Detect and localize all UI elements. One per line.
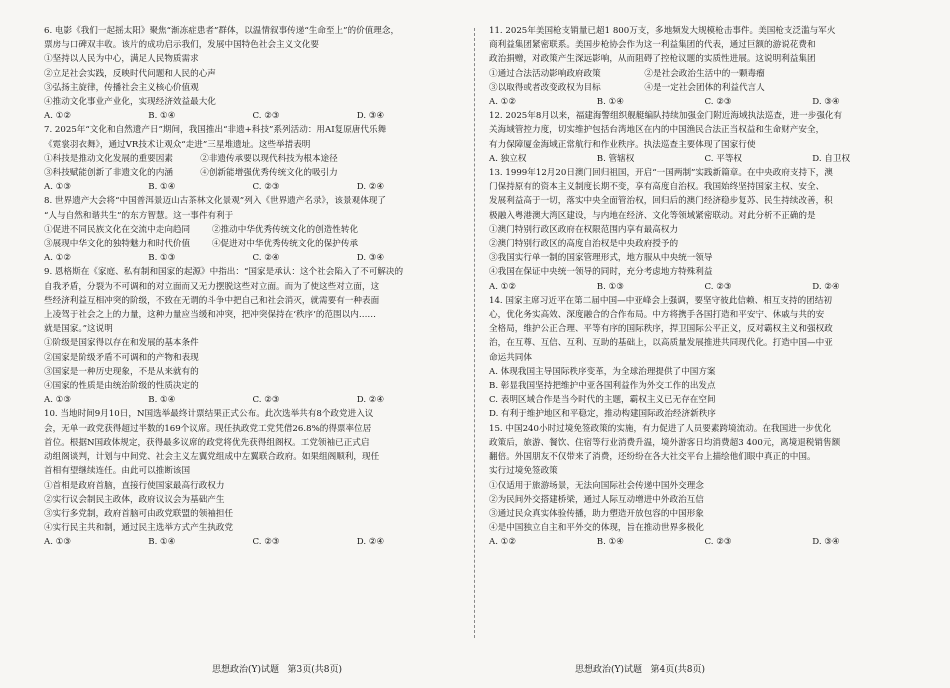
- q9-line: ④国家的性质是由统治阶级的性质决定的: [44, 381, 199, 392]
- q12-line: 有力保障厦金海域正常航行和作业秩序。执法巡查主要体现了国家行使: [489, 139, 756, 150]
- option-a: A. ①②: [489, 97, 517, 108]
- q8-line: ③展现中华文化的独特魅力和时代价值 ④促进对中华优秀传统文化的保护传承: [44, 239, 359, 250]
- q11-line: 商利益集团紧密联系。美国步枪协会作为这一利益集团的代表，通过巨额的游说花费和: [489, 40, 816, 51]
- option-d: D. ③④: [812, 97, 840, 108]
- q12-line: 关海域管控力度，切实维护包括台湾地区在内的中国渔民合法正当权益和生命财产安全，: [489, 125, 825, 136]
- q7-line: ③科技赋能创新了非遗文化的内涵 ④创新能增强优秀传统文化的吸引力: [44, 168, 338, 179]
- q10-line: 动组阁谈判，计划与中间党、社会主义左翼党组成中左翼联合政府。如果组阁顺利，现任: [44, 452, 380, 463]
- q10-line: ③实行多党制，政府首脑可由政党联盟的领袖担任: [44, 508, 234, 519]
- q6-line: ①坚持以人民为中心，满足人民物质需求: [44, 54, 199, 65]
- q6-options: [44, 109, 461, 123]
- option-c: C. ②③: [704, 97, 732, 108]
- q15-line: ④是中国独立自主和平外交的体现，旨在推动世界多极化: [489, 523, 704, 534]
- q10-line: 首位。根据N国政体规定，获得最多议席的政党将优先获得组阁权。工党领袖已正式启: [44, 437, 370, 448]
- option-c: C. ②③: [704, 537, 732, 548]
- q10-line: 首相有望继续连任。由此可以推断该国: [44, 466, 191, 477]
- q12-line: 12. 2025年8月以来，福建海警组织舰艇编队持续加强金门附近海域执法巡查，进一步强化有: [489, 111, 843, 122]
- option-a: A. ①③: [44, 182, 72, 193]
- option-b: B. ①④: [148, 111, 176, 122]
- q6-line: 6. 电影《我们一起摇太阳》聚焦“渐冻症患者”群体，以温情叙事传递“生命至上”的价值理念，: [44, 26, 400, 36]
- q11-line: 11. 2025年美国枪支销量已超1 800万支，多地频发大规模枪击事件。美国枪支泛滥与军火: [489, 26, 836, 36]
- q14-line: 治，在互尊、互信、互利、互助的基础上，以高质量发展推进共同现代化。打造中国—中亚: [489, 338, 833, 349]
- q10-line: 会，无单一政党获得超过半数的169个议席。现任执政党工党凭借26.8%的得票率位居: [44, 423, 372, 434]
- question-6: [44, 24, 461, 123]
- option-a: A. ①③: [44, 395, 72, 406]
- option-b: B. ①③: [148, 253, 176, 264]
- q6-line: ③弘扬主旋律，传播社会主义核心价值观: [44, 82, 199, 93]
- q7-line: 《霓裳羽衣舞》，通过VR技术让观众“走进”三星堆遗址。这些举措表明: [44, 139, 311, 150]
- option-a: A. ①③: [44, 537, 72, 548]
- q9-line: 上凌驾于社会之上的力量，这种力量应当缓和冲突，把冲突保持在‘秩序’的范围以内……: [44, 310, 377, 321]
- q13-line: 极融入粤港澳大湾区建设，与内地在经济、文化等领域紧密联动。对此分析不正确的是: [489, 210, 816, 221]
- question-13: [489, 166, 920, 294]
- q6-line: ④推动文化事业产业化，实现经济效益最大化: [44, 97, 216, 108]
- q10-line: ②实行议会制民主政体，政府议议会为基础产生: [44, 494, 225, 505]
- option-c: C. ②③: [252, 395, 280, 406]
- option-d: D. 有利于维护地区和平稳定，推动构建国际政治经济新秩序: [489, 409, 716, 420]
- q15-line: 翻倍。外国朋友不仅带来了消费，还纷纷在各大社交平台上描绘他们眼中真正的中国。: [489, 452, 816, 463]
- option-c: C. ②③: [252, 182, 280, 193]
- question-10: [44, 407, 461, 549]
- option-c: C. ②③: [704, 281, 732, 292]
- q15-line: 政策后，旅游、餐饮、住宿等行业消费升温，境外游客日均消费超3 400元，离境退税销售额: [489, 437, 841, 448]
- option-c: C. 表明区域合作是当今时代的主题，霸权主义已无存在空间: [489, 395, 716, 406]
- option-a: A. ①②: [489, 537, 517, 548]
- option-d: D. ②④: [356, 182, 385, 193]
- q13-options: [489, 280, 920, 294]
- option-b: B. 彰显我国坚持把维护中亚各国利益作为外交工作的出发点: [489, 381, 716, 392]
- q7-options: [44, 180, 461, 194]
- option-b: B. 管辖权: [596, 153, 635, 164]
- option-c: C. ②③: [252, 111, 280, 122]
- q9-line: 就是国家。”这说明: [44, 324, 113, 335]
- q6-line: 票房与口碑双丰收。该片的成功启示我们，发展中国特色社会主义文化要: [44, 40, 320, 51]
- question-7: [44, 123, 461, 194]
- question-11: [489, 24, 920, 109]
- q8-line: ①促进不同民族文化在交流中走向趋同 ②推动中华优秀传统文化的创造性转化: [44, 224, 359, 235]
- q12-options: [489, 152, 920, 166]
- q9-line: 些经济利益互相冲突的阶级，不致在无谓的斗争中把自己和社会消灭，就需要有一种表面: [44, 295, 380, 306]
- option-a: A. ①②: [44, 111, 72, 122]
- q13-line: ③我国实行单一制的国家管理形式，地方服从中央统一领导: [489, 253, 713, 264]
- q15-line: ②为民间外交搭建桥梁，通过人际互动增进中外政治互信: [489, 494, 704, 505]
- q10-options: [44, 535, 461, 549]
- option-d: D. ③④: [812, 537, 840, 548]
- page-right: [475, 0, 950, 688]
- q11-options: [489, 95, 920, 109]
- option-d: D. ②④: [356, 395, 385, 406]
- option-c: C. 平等权: [704, 153, 743, 164]
- option-a: A. ①②: [489, 281, 517, 292]
- q15-line: ③通过民众真实体验传播，助力塑造开放包容的中国形象: [489, 508, 704, 519]
- q15-options: [489, 535, 920, 549]
- option-a: A. 体现我国主导国际秩序变革，为全球治理提供了中国方案: [489, 366, 716, 377]
- q11-line: 政治捐赠，对政策产生深远影响，从而阻碍了控枪议题的实质性进展。这说明利益集团: [489, 54, 816, 65]
- option-b: B. ①④: [148, 537, 176, 548]
- q14-line: 心，优化务实高效、深度融合的合作布局。中方将携手各国打造和平安宁、休戚与共的安: [489, 310, 825, 321]
- q13-line: ④我国在保证中央统一领导的同时，充分考虑地方特殊利益: [489, 267, 713, 278]
- option-b: B. ①④: [596, 97, 624, 108]
- question-8: [44, 194, 461, 265]
- q14-line: 全格局，维护公正合理、平等有序的国际秩序，捍卫国际公平正义，反对霸权主义和强权政: [489, 324, 833, 335]
- q8-line: 8. 世界遗产大会将“中国普洱景迈山古茶林文化景观”列入《世界遗产名录》，该景观体现了: [44, 196, 386, 207]
- option-b: B. ①④: [148, 395, 176, 406]
- option-d: D. ②④: [812, 281, 840, 292]
- q11-line: ①通过合法活动影响政府政策 ②是社会政治生活中的一颗毒瘤: [489, 68, 765, 79]
- q14-line: 14. 国家主席习近平在第二届中国—中亚峰会上强调，要坚守彼此信赖、相互支持的团结初: [489, 295, 832, 306]
- option-c: C. ②④: [252, 253, 280, 264]
- q15-line: 实行过境免签政策: [489, 466, 558, 477]
- q14-line: 命运共同体: [489, 352, 532, 363]
- option-d: D. ③④: [356, 111, 385, 122]
- option-d: D. ②④: [356, 537, 385, 548]
- question-14: [489, 294, 920, 422]
- q13-line: 门保持原有的资本主义制度长期不变，享有高度自治权。我国始终坚持国家主权、安全、: [489, 182, 825, 193]
- q8-options: [44, 251, 461, 265]
- q9-options: [44, 393, 461, 407]
- q7-line: ①科技是推动文化发展的重要因素 ②非遗传承要以现代科技为根本途径: [44, 153, 338, 164]
- question-15: [489, 422, 920, 550]
- option-b: B. ①④: [596, 537, 624, 548]
- option-a: A. ①②: [44, 253, 72, 264]
- option-c: C. ②③: [252, 537, 280, 548]
- q13-line: ①澳门特别行政区政府在权限范围内享有最高权力: [489, 224, 679, 235]
- q9-line: 自我矛盾，分裂为不可调和的对立面而又无力摆脱这些对立面。而为了使这些对立面，这: [44, 281, 380, 292]
- q7-line: 7. 2025年“文化和自然遗产日”期间，我国推出“非遗+科技”系列活动：用AI复原唐代乐舞: [44, 125, 387, 136]
- q10-line: ①首相是政府首脑，直接行使国家最高行政权力: [44, 480, 225, 491]
- q10-line: ④实行民主共和制，通过民主选举方式产生执政党: [44, 523, 234, 534]
- option-a: A. 独立权: [489, 153, 527, 164]
- question-12: [489, 109, 920, 166]
- q15-line: 15. 中国240小时过境免签政策的实施，有力促进了人员要素跨境流动。在我国进一步优化: [489, 423, 832, 434]
- q13-line: ②澳门特别行政区的高度自治权是中央政府授予的: [489, 239, 679, 250]
- q13-line: 13. 1999年12月20日澳门回归祖国，开启“一国两制”实践新篇章。在中央政府支持下，澳: [489, 168, 833, 179]
- q9-line: ①阶级是国家得以存在和发展的基本条件: [44, 338, 199, 349]
- option-b: B. ①④: [148, 182, 176, 193]
- q11-line: ③以取得或者改变政权为目标 ④是一定社会团体的利益代言人: [489, 82, 765, 93]
- q6-line: ②立足社会实践，反映时代问题和人民的心声: [44, 68, 216, 79]
- option-b: B. ①③: [596, 281, 624, 292]
- q9-line: 9. 恩格斯在《家庭、私有制和国家的起源》中指出：“国家是承认：这个社会陷入了不可解决的: [44, 267, 404, 278]
- option-d: D. ③④: [356, 253, 385, 264]
- page-footer-right: 思想政治(Y)试题 第4页(共8页): [575, 665, 706, 675]
- option-d: D. 自卫权: [812, 153, 851, 164]
- question-9: [44, 265, 461, 407]
- q15-line: ①仅适用于旅游场景，无法向国际社会传递中国外交理念: [489, 480, 704, 491]
- q9-line: ③国家是一种历史现象，不是从来就有的: [44, 366, 199, 377]
- page-footer-left: 思想政治(Y)试题 第3页(共8页): [212, 665, 343, 675]
- q9-line: ②国家是阶级矛盾不可调和的产物和表现: [44, 352, 199, 363]
- q8-line: “人与自然和谐共生”的东方智慧。这一事件有利于: [44, 210, 234, 221]
- q13-line: 发展利益高于一切，落实中央全面管治权，回归后的澳门经济稳步复苏、民生持续改善，积: [489, 196, 833, 207]
- q10-line: 10. 当地时间9月10日，N国选举最终计票结果正式公布。此次选举共有8个政党进入议: [44, 409, 374, 420]
